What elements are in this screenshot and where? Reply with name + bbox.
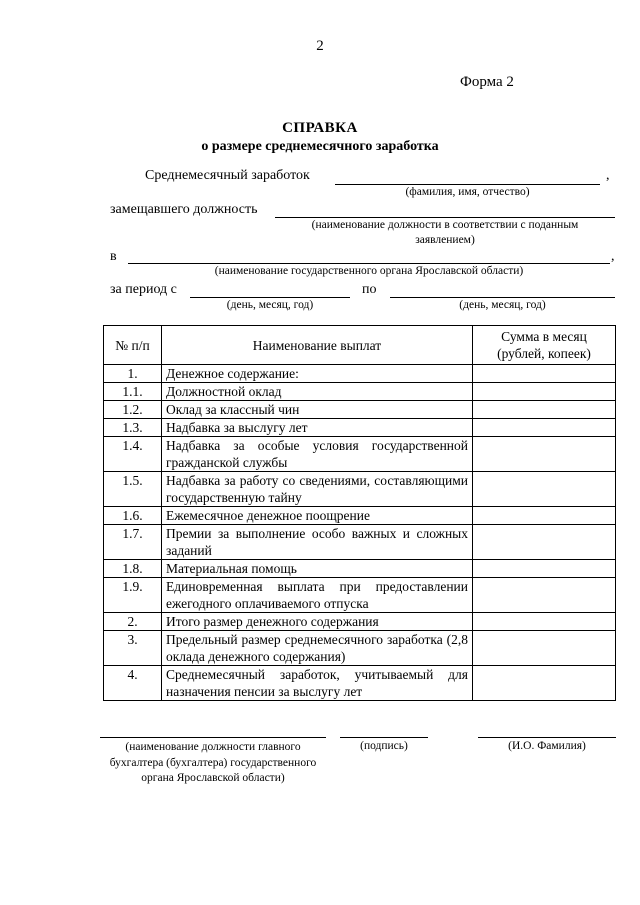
row-name: Единовременная выплата при предоставлении ежегодного оплачиваемого отпуска — [162, 578, 473, 613]
row-name: Должностной оклад — [162, 383, 473, 401]
period-from-line[interactable] — [190, 297, 350, 298]
signature-hint: (подпись) — [360, 740, 408, 752]
row-name: Ежемесячное денежное поощрение — [162, 507, 473, 525]
table-row — [104, 401, 616, 419]
position-hint-line1: (наименование должности в соответствии с поданным — [311, 219, 579, 231]
signer-position-line[interactable] — [100, 737, 326, 738]
row-name: Итого размер денежного содержания — [162, 613, 473, 631]
row-sum[interactable] — [473, 419, 616, 437]
document-subtitle: о размере среднемесячного заработка — [201, 139, 439, 154]
row-num: 1.9. — [104, 578, 162, 613]
form-label: Форма 2 — [460, 74, 514, 90]
row-num: 1.1. — [104, 383, 162, 401]
org-hint: (наименование государственного органа Ярославской области) — [214, 265, 524, 277]
row-sum[interactable] — [473, 613, 616, 631]
table-row — [104, 507, 616, 525]
row-num: 1.5. — [104, 472, 162, 507]
table-row — [104, 666, 616, 701]
org-label: в — [110, 249, 117, 264]
row-name: Премии за выполнение особо важных и сложных заданий — [162, 525, 473, 560]
full-name-hint: (фамилия, имя, отчество) — [405, 186, 530, 198]
row-sum[interactable] — [473, 507, 616, 525]
table-header-row — [104, 326, 616, 365]
row-name: Материальная помощь — [162, 560, 473, 578]
row-sum[interactable] — [473, 383, 616, 401]
row-sum[interactable] — [473, 666, 616, 701]
row-num: 1.8. — [104, 560, 162, 578]
row-num: 1.7. — [104, 525, 162, 560]
row-sum[interactable] — [473, 578, 616, 613]
earnings-comma: , — [606, 168, 610, 183]
signer-name-hint: (И.О. Фамилия) — [508, 740, 586, 752]
position-line[interactable] — [275, 217, 615, 218]
table-row — [104, 613, 616, 631]
period-to-hint: (день, месяц, год) — [459, 299, 546, 311]
period-label: за период с — [110, 282, 177, 297]
full-name-line[interactable] — [335, 184, 600, 185]
page-number: 2 — [316, 38, 324, 54]
row-name: Надбавка за особые условия государственной гражданской службы — [162, 437, 473, 472]
table-row — [104, 472, 616, 507]
signer-position-hint: (наименование должности главного бухгалтера (бухгалтера) государственного органа Ярославской области) — [109, 741, 317, 784]
row-sum[interactable] — [473, 437, 616, 472]
row-name: Среднемесячный заработок, учитываемый для назначения пенсии за выслугу лет — [162, 666, 473, 701]
header-name: Наименование выплат — [162, 326, 473, 365]
payments-table — [103, 325, 616, 701]
row-sum[interactable] — [473, 472, 616, 507]
table-row — [104, 383, 616, 401]
row-sum[interactable] — [473, 631, 616, 666]
table-row — [104, 578, 616, 613]
row-sum[interactable] — [473, 365, 616, 383]
row-num: 1.3. — [104, 419, 162, 437]
header-sum: Сумма в месяц (рублей, копеек) — [473, 326, 616, 365]
period-to-line[interactable] — [390, 297, 615, 298]
table-row — [104, 631, 616, 666]
row-num: 1. — [104, 365, 162, 383]
header-num: № п/п — [104, 326, 162, 365]
row-name: Оклад за классный чин — [162, 401, 473, 419]
signature-line[interactable] — [340, 737, 428, 738]
table-row — [104, 525, 616, 560]
position-label: замещавшего должность — [110, 202, 258, 217]
row-sum[interactable] — [473, 401, 616, 419]
row-num: 4. — [104, 666, 162, 701]
row-num: 1.4. — [104, 437, 162, 472]
earnings-label: Среднемесячный заработок — [145, 168, 310, 183]
table-row — [104, 437, 616, 472]
row-sum[interactable] — [473, 560, 616, 578]
position-hint-line2: заявлением) — [415, 234, 475, 246]
row-num: 1.6. — [104, 507, 162, 525]
period-to-label: по — [362, 282, 377, 297]
table-row — [104, 560, 616, 578]
row-num: 2. — [104, 613, 162, 631]
signer-name-line[interactable] — [478, 737, 616, 738]
document-title: СПРАВКА — [282, 120, 358, 136]
row-name: Надбавка за работу со сведениями, составляющими государственную тайну — [162, 472, 473, 507]
table-row — [104, 365, 616, 383]
org-comma: , — [611, 249, 615, 264]
period-from-hint: (день, месяц, год) — [226, 299, 314, 311]
row-name: Предельный размер среднемесячного заработка (2,8 оклада денежного содержания) — [162, 631, 473, 666]
row-name: Денежное содержание: — [162, 365, 473, 383]
row-sum[interactable] — [473, 525, 616, 560]
org-line[interactable] — [128, 263, 610, 264]
row-name: Надбавка за выслугу лет — [162, 419, 473, 437]
row-num: 1.2. — [104, 401, 162, 419]
table-row — [104, 419, 616, 437]
row-num: 3. — [104, 631, 162, 666]
